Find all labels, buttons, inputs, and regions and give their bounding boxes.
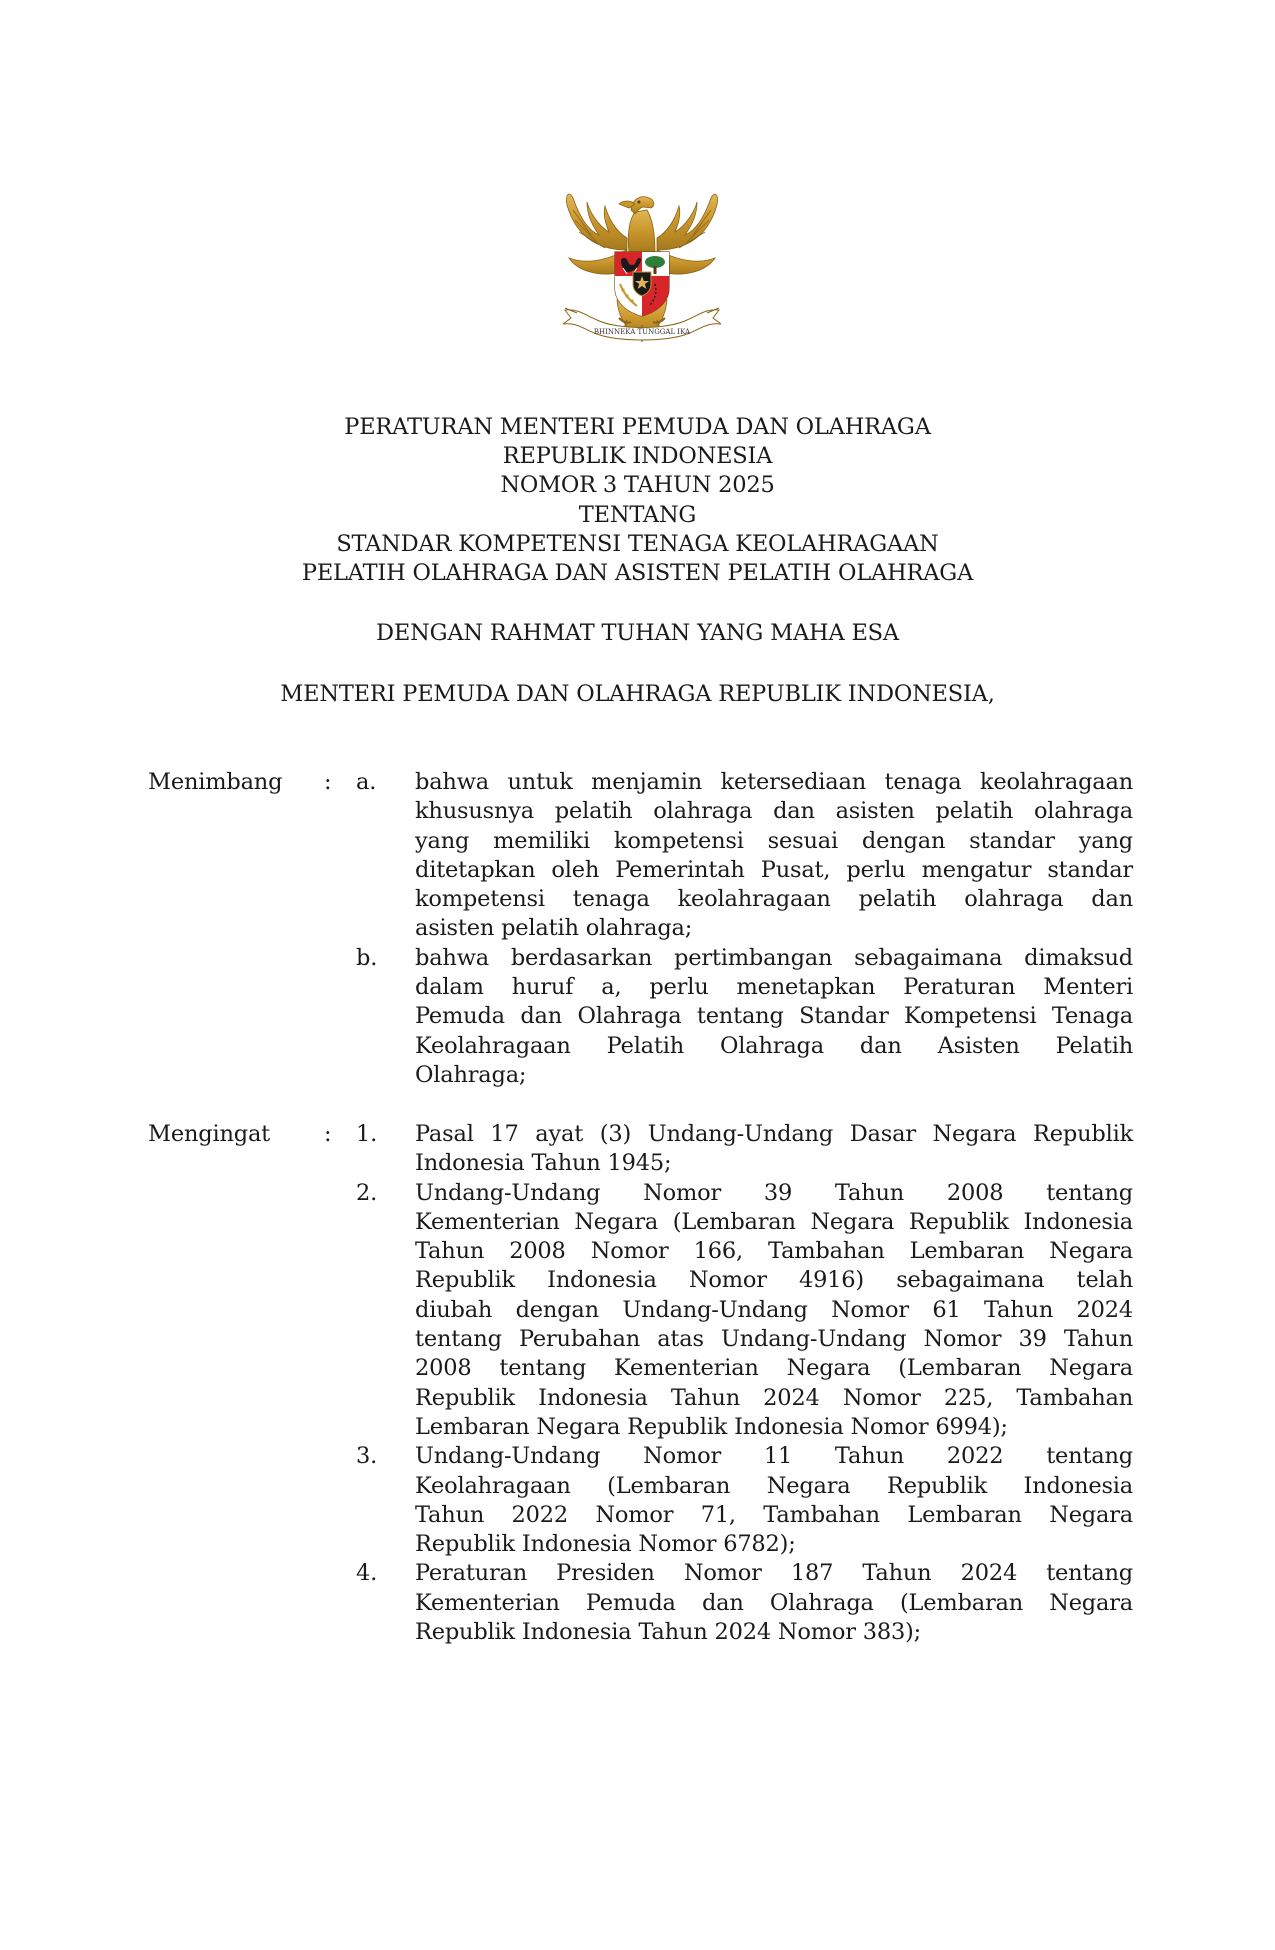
text-line: Pasal 17 ayat (3) Undang-Undang Dasar Negara Republik: [415, 1121, 1133, 1147]
text-line: Republik Indonesia Nomor 4916) sebagaimana telah: [415, 1267, 1133, 1294]
heading-line-about: TENTANG: [578, 501, 697, 528]
text-line: bahwa berdasarkan pertimbangan sebagaimana dimaksud: [415, 944, 1133, 971]
text-line: Peraturan Presiden Nomor 187 Tahun 2024 tentang: [415, 1560, 1133, 1587]
text-line: Olahraga;: [415, 1061, 527, 1088]
heading-line-subject-2: PELATIH OLAHRAGA DAN ASISTEN PELATIH OLAHRAGA: [301, 560, 974, 587]
text-line: Lembaran Negara Republik Indonesia Nomor 6994);: [415, 1413, 1008, 1440]
item-text: [415, 1559, 1133, 1647]
menimbang-colon: :: [324, 769, 332, 795]
text-line: Kementerian Pemuda dan Olahraga (Lembaran Negara: [415, 1589, 1133, 1616]
text-line: Tahun 2022 Nomor 71, Tambahan Lembaran Negara: [415, 1501, 1133, 1528]
text-line: kompetensi tenaga keolahragaan pelatih olahraga dan: [415, 886, 1133, 913]
text-line: Indonesia Tahun 1945;: [415, 1150, 672, 1177]
item-text: [415, 1179, 1133, 1443]
item-marker: 2.: [356, 1179, 378, 1206]
pancasila-shield: [615, 252, 669, 316]
minister-title: MENTERI PEMUDA DAN OLAHRAGA REPUBLIK INDONESIA,: [280, 681, 995, 707]
text-line: asisten pelatih olahraga;: [415, 915, 693, 942]
item-text: [415, 1442, 1133, 1559]
item-text: [415, 1120, 1133, 1179]
motto-text: BHINNEKA TUNGGAL IKA: [593, 328, 691, 336]
mengingat-label: Mengingat: [148, 1121, 270, 1147]
menimbang-item: [148, 768, 1133, 944]
mengingat-colon: :: [324, 1121, 332, 1147]
text-line: Pemuda dan Olahraga tentang Standar Kompetensi Tenaga: [415, 1003, 1133, 1030]
garuda-pancasila-emblem: [557, 180, 727, 355]
text-line: ditetapkan oleh Pemerintah Pusat, perlu mengatur standar: [415, 856, 1133, 883]
text-line: Undang-Undang Nomor 39 Tahun 2008 tentang: [415, 1179, 1133, 1206]
heading-line-subject-1: STANDAR KOMPETENSI TENAGA KEOLAHRAGAAN: [336, 530, 939, 557]
mengingat-item: [148, 1120, 1133, 1179]
regulation-heading: [0, 413, 1275, 588]
text-line: diubah dengan Undang-Undang Nomor 61 Tahun 2024: [415, 1296, 1133, 1323]
text-line: dalam huruf a, perlu menetapkan Peraturan Menteri: [415, 974, 1133, 1001]
text-line: Republik Indonesia Tahun 2024 Nomor 383);: [415, 1619, 922, 1646]
item-marker: 1.: [356, 1121, 378, 1147]
text-line: Keolahragaan (Lembaran Negara Republik Indonesia: [415, 1472, 1133, 1499]
text-line: Undang-Undang Nomor 11 Tahun 2022 tentang: [415, 1443, 1133, 1470]
text-line: tentang Perubahan atas Undang-Undang Nomor 39 Tahun: [415, 1326, 1133, 1353]
mengingat-item: [148, 1179, 1133, 1443]
item-marker: b.: [356, 944, 378, 971]
menimbang-label: Menimbang: [148, 769, 283, 795]
mengingat-item: [148, 1442, 1133, 1559]
text-line: yang memiliki kompetensi sesuai dengan standar yang: [415, 827, 1133, 854]
invocation: DENGAN RAHMAT TUHAN YANG MAHA ESA: [376, 620, 899, 646]
menimbang-section: [148, 768, 1133, 1090]
heading-line-title: PERATURAN MENTERI PEMUDA DAN OLAHRAGA: [344, 414, 931, 440]
mengingat-item: [148, 1559, 1133, 1647]
item-marker: 3.: [356, 1443, 378, 1470]
menimbang-item: [148, 944, 1133, 1090]
garuda-emblem-icon: [557, 180, 727, 355]
item-marker: 4.: [356, 1560, 378, 1587]
text-line: khususnya pelatih olahraga dan asisten pelatih olahraga: [415, 798, 1133, 825]
text-line: Kementerian Negara (Lembaran Negara Republik Indonesia: [415, 1208, 1133, 1235]
text-line: bahwa untuk menjamin ketersediaan tenaga keolahragaan: [415, 769, 1133, 795]
heading-line-number: NOMOR 3 TAHUN 2025: [500, 472, 775, 499]
text-line: Republik Indonesia Nomor 6782);: [415, 1531, 796, 1558]
heading-line-country: REPUBLIK INDONESIA: [502, 443, 773, 470]
item-text: [415, 944, 1133, 1090]
item-text: [415, 768, 1133, 944]
text-line: Tahun 2008 Nomor 166, Tambahan Lembaran Negara: [415, 1238, 1133, 1265]
text-line: Keolahragaan Pelatih Olahraga dan Asisten Pelatih: [415, 1032, 1133, 1059]
mengingat-section: [148, 1120, 1133, 1647]
item-marker: a.: [356, 769, 377, 795]
text-line: 2008 tentang Kementerian Negara (Lembaran Negara: [415, 1355, 1133, 1382]
text-line: Republik Indonesia Tahun 2024 Nomor 225, Tambahan: [415, 1384, 1133, 1411]
